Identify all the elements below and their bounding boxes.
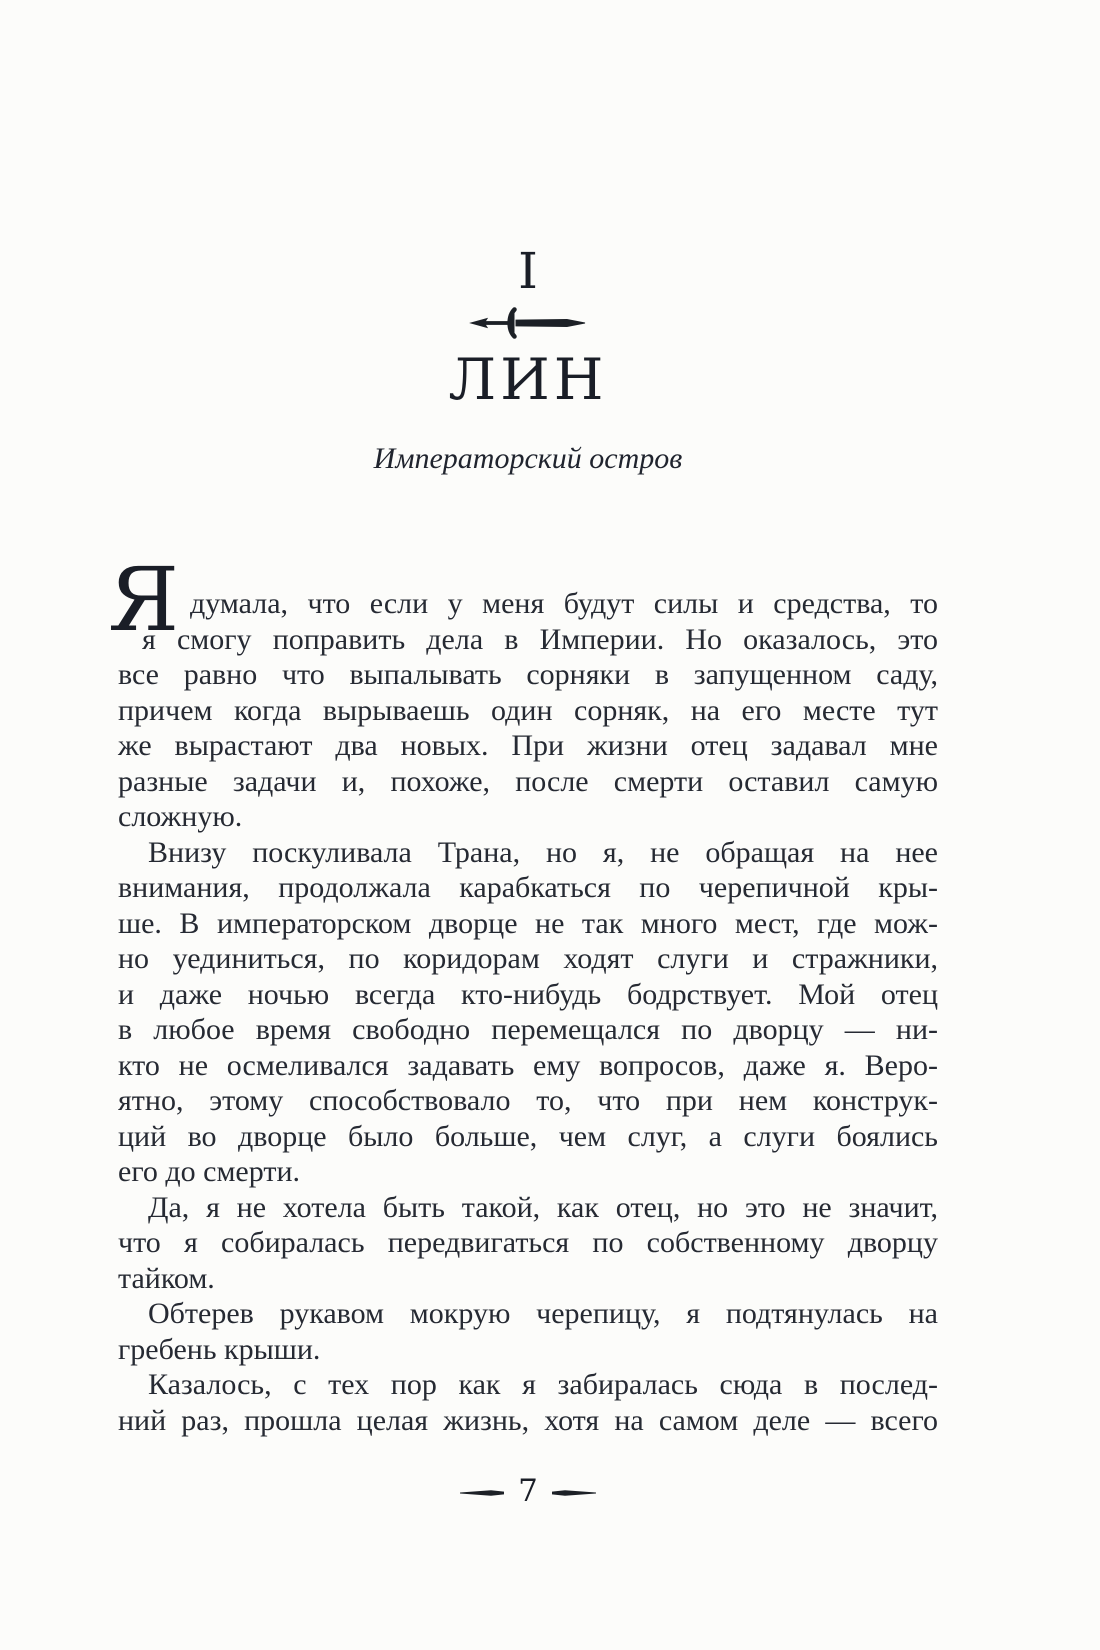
text-line: но уединиться, по коридорам ходят слуги и стражники, [118, 942, 938, 975]
text-line: внимания, продолжала карабкаться по черепичной кры- [118, 871, 938, 904]
paragraph [118, 1190, 938, 1297]
text-line: ше. В императорском дворце не так много мест, где мож- [118, 906, 938, 940]
paragraph [118, 586, 938, 835]
text-line: его до смерти. [118, 1155, 301, 1188]
text-line: Обтерев рукавом мокрую черепицу, я подтянулась на [148, 1297, 938, 1330]
chapter-title: ЛИН [448, 347, 608, 413]
text-line: Да, я не хотела быть такой, как отец, но это не значит, [148, 1190, 938, 1224]
body-text [108, 548, 938, 1438]
page-number-ornament-left-icon [460, 1488, 504, 1498]
text-line: в любое время свободно перемещался по дворцу — ни- [118, 1013, 938, 1046]
text-line: причем когда вырываешь один сорняк, на его месте тут [118, 693, 938, 727]
paragraph [118, 835, 938, 1190]
chapter-number: I [518, 242, 538, 300]
chapter-heading [118, 0, 938, 520]
text-line: Казалось, с тех пор как я забиралась сюда в послед- [148, 1368, 938, 1401]
page-number: 7 [518, 1473, 538, 1509]
page-number-ornament-right-icon [552, 1488, 596, 1498]
text-line: сложную. [118, 800, 243, 833]
sword-divider-icon [118, 304, 938, 342]
text-line: ций во дворце было больше, чем слуг, а слуги боялись [118, 1119, 938, 1153]
text-line: разные задачи и, похоже, после смерти оставил самую [118, 764, 938, 798]
text-line: ний раз, прошла целая жизнь, хотя на самом деле — всего [118, 1403, 938, 1437]
text-line: кто не осмеливался задавать ему вопросов, даже я. Веро- [118, 1048, 938, 1082]
drop-cap: Я [108, 548, 180, 651]
text-line: думала, что если у меня будут силы и средства, то [190, 587, 938, 620]
paragraph [118, 1296, 938, 1367]
page-footer [118, 1473, 938, 1509]
text-line: что я собиралась передвигаться по собственному дворцу [118, 1226, 938, 1259]
text-line: гребень крыши. [118, 1332, 321, 1366]
chapter-subtitle: Императорский остров [373, 442, 683, 475]
text-line: ятно, этому способствовало то, что при нем конструк- [118, 1084, 938, 1117]
text-line: все равно что выпалывать сорняки в запущенном саду, [118, 658, 938, 691]
paragraph [118, 1367, 938, 1438]
text-line: я смогу поправить дела в Империи. Но оказалось, это [142, 622, 938, 656]
text-line: же вырастают два новых. При жизни отец задавал мне [118, 729, 938, 762]
text-line: тайком. [118, 1261, 215, 1295]
text-line: и даже ночью всегда кто-нибудь бодрствует. Мой отец [118, 977, 938, 1011]
text-line: Внизу поскуливала Трана, но я, не обращая на нее [148, 835, 938, 869]
